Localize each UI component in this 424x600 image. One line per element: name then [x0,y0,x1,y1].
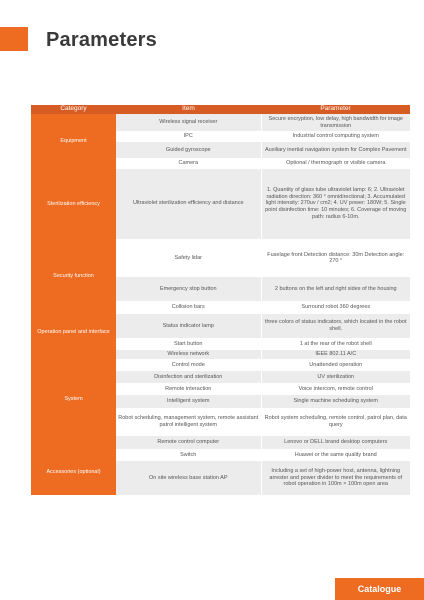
parameter-cell: UV sterilization [261,371,410,383]
parameter-cell: Unattended operation [261,359,410,371]
table-row [31,169,410,239]
parameter-cell: IEEE 802.11 A/C [261,350,410,359]
item-cell: Robot scheduling, management system, remote assistant patrol intelligent system [116,408,261,436]
item-cell: Remote control computer [116,436,261,449]
page-title: Parameters [46,29,157,51]
header-item: Item [116,105,261,114]
parameter-cell: Auxiliary inertial navigation system for Complex Pavement [261,142,410,158]
header-category: Category [31,105,116,114]
item-cell: Disinfection and sterilization [116,371,261,383]
item-cell: Camera [116,158,261,169]
parameter-cell: Optional / thermograph or visible camera [261,158,410,169]
parameter-cell: 2 buttons on the left and right sides of the housing [261,277,410,301]
item-cell: Guided gyroscope [116,142,261,158]
parameter-cell: 1 at the rear of the robot shell [261,338,410,350]
item-cell: Collision bars [116,301,261,314]
parameter-cell: Secure encryption, low delay, high bandwidth for image transmission [261,114,410,131]
parameter-cell: Huawei or the same quality brand [261,449,410,461]
item-cell: IPC [116,131,261,142]
parameters-table [31,105,410,495]
table-row [31,114,410,131]
item-cell: Switch [116,449,261,461]
category-system: System [31,350,116,449]
item-cell: Remote interaction [116,383,261,395]
table-row [31,350,410,359]
item-cell: On site wireless base station AP [116,461,261,495]
parameter-cell: Surround robot 360 degrees [261,301,410,314]
item-cell: Wireless signal receiver [116,114,261,131]
category-operation: Operation panel and interface [31,314,116,350]
catalogue-footer-tab[interactable]: Catalogue [335,578,424,600]
parameter-cell: Robot system scheduling, remote control, patrol plan, data query [261,408,410,436]
category-accessories: Accessories (optional) [31,449,116,495]
table-row [31,239,410,277]
parameter-cell: Fuselage front Detection distance: 30m Detection angle: 270 ° [261,239,410,277]
parameter-cell: three colors of status indicators, which located in the robot shell. [261,314,410,338]
category-equipment: Equipment [31,114,116,169]
item-cell: Status indicator lamp [116,314,261,338]
parameter-cell: Single machine scheduling system [261,395,410,408]
header-parameter: Parameter [261,105,410,114]
category-sterilization: Sterilization efficiency [31,169,116,239]
parameter-cell: Voice intercom, remote control [261,383,410,395]
category-security: Security function [31,239,116,314]
title-accent-bar [0,27,28,51]
item-cell: Intelligent system [116,395,261,408]
table-row [31,449,410,461]
parameter-cell: Including a set of high-power host, antenna, lightning arrester and power divider to meet the requirements of robot operation in 100m × 100m open area [261,461,410,495]
table-header-row [31,105,410,114]
item-cell: Safety lidar [116,239,261,277]
parameter-cell: Lenovo or DELL brand desktop computers [261,436,410,449]
item-cell: Ultraviolet sterilization efficiency and distance [116,169,261,239]
item-cell: Wireless network [116,350,261,359]
table-row [31,314,410,338]
item-cell: Emergency stop button [116,277,261,301]
item-cell: Control mode [116,359,261,371]
item-cell: Start button [116,338,261,350]
parameter-cell: 1. Quantity of glass tube ultraviolet lamp: 6; 2. Ultraviolet radiation direction: 360 ° omnidirectional; 3. Accumulated light intensity: 270uv / cm2; 4. UV power: 180W; 5. Single point disinfection time: 10 minutes; 6. Coverage of moving path: radius 6-10m. [261,169,410,239]
parameter-cell: Industrial control computing system [261,131,410,142]
